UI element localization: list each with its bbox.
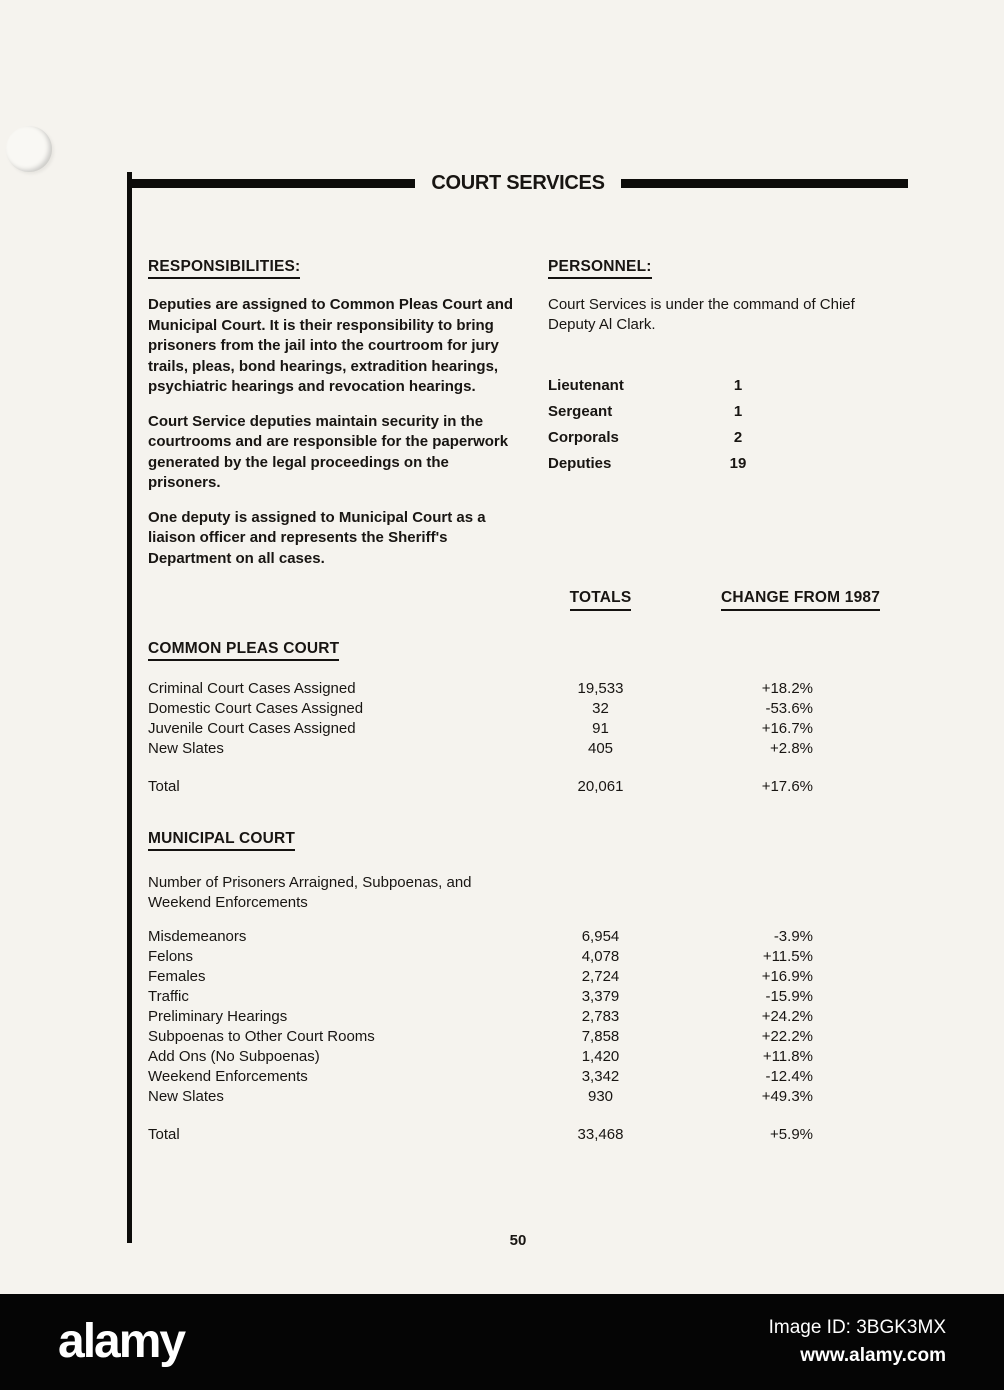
stat-change: -3.9%: [773, 928, 813, 945]
change-column: [693, 588, 908, 611]
stat-row: [148, 739, 908, 759]
stat-total: 3,342: [581, 1068, 620, 1085]
stat-total: 4,078: [581, 948, 620, 965]
stat-change: +16.7%: [761, 720, 813, 737]
stat-total: 33,468: [577, 1126, 624, 1143]
stat-change: +24.2%: [761, 1008, 813, 1025]
stat-total: 32: [592, 700, 609, 717]
stat-label: Traffic: [148, 988, 189, 1005]
alamy-url-text: www.alamy.com: [800, 1345, 946, 1366]
personnel-rank: Sergeant: [548, 403, 613, 420]
header-rule-left: [128, 179, 415, 188]
stat-label: Total: [148, 778, 180, 795]
stat-label: Add Ons (No Subpoenas): [148, 1048, 320, 1065]
stat-change: +22.2%: [761, 1028, 813, 1045]
responsibilities-heading-text: RESPONSIBILITIES:: [148, 258, 300, 279]
left-border-rule: [127, 172, 132, 1243]
stat-label: Subpoenas to Other Court Rooms: [148, 1028, 375, 1045]
personnel-row: [548, 451, 908, 477]
responsibilities-paragraph: One deputy is assigned to Municipal Court as a liaison officer and represents the Sheriff's Department on all cases.: [148, 508, 486, 567]
change-column-header: CHANGE FROM 1987: [721, 588, 880, 611]
stat-change: -15.9%: [765, 988, 813, 1005]
municipal-heading-text: MUNICIPAL COURT: [148, 830, 295, 851]
responsibilities-section: [148, 250, 524, 583]
responsibilities-paragraph: Court Service deputies maintain security in the courtrooms and are responsible for the paperwork generated by the legal proceedings on the prisoners.: [148, 412, 509, 491]
common-pleas-heading-text: COMMON PLEAS COURT: [148, 640, 339, 661]
stat-change: +5.9%: [770, 1126, 813, 1143]
stat-change: -12.4%: [765, 1068, 813, 1085]
stat-label: Weekend Enforcements: [148, 1068, 308, 1085]
personnel-row: [548, 373, 908, 399]
stat-total: 2,724: [581, 968, 620, 985]
stat-total: 3,379: [581, 988, 620, 1005]
stat-change: +17.6%: [761, 778, 813, 795]
stat-row: [148, 967, 908, 987]
stat-row: [148, 987, 908, 1007]
stat-label: New Slates: [148, 1088, 224, 1105]
stat-total: 91: [592, 720, 609, 737]
stat-label: New Slates: [148, 740, 224, 757]
stat-row: [148, 679, 908, 699]
stat-row: [148, 719, 908, 739]
responsibilities-paragraph: Deputies are assigned to Common Pleas Court and Municipal Court. It is their responsibility to bring prisoners from the jail into the courtroom for jury trails, pleas, bond hearings, extradition hearings, psychiatric hearings and revocation hearings.: [148, 296, 514, 395]
stat-label: Total: [148, 1126, 180, 1143]
personnel-count: 1: [733, 377, 743, 394]
personnel-count: 2: [733, 429, 743, 446]
personnel-row: [548, 399, 908, 425]
common-pleas-heading: [148, 633, 908, 661]
stat-total: 20,061: [577, 778, 624, 795]
intro-columns: [148, 250, 908, 583]
personnel-row: [548, 425, 908, 451]
municipal-note: Number of Prisoners Arraigned, Subpoenas, and Weekend Enforcements: [148, 874, 472, 911]
stats-column-headers: [148, 588, 908, 611]
hole-punch: [6, 126, 52, 172]
stat-change: -53.6%: [765, 700, 813, 717]
stat-label: Domestic Court Cases Assigned: [148, 700, 364, 717]
personnel-intro: Court Services is under the command of Chief Deputy Al Clark.: [548, 296, 855, 333]
personnel-count: 1: [733, 403, 743, 420]
header-rule-right: [621, 179, 908, 188]
page-title: COURT SERVICES: [431, 172, 605, 194]
stat-total: 19,533: [577, 680, 624, 697]
stat-change: +11.8%: [762, 1048, 813, 1065]
stat-total: 405: [587, 740, 614, 757]
personnel-rank: Lieutenant: [548, 377, 624, 394]
statistics-section: [148, 588, 908, 1145]
totals-column: [508, 588, 693, 611]
stat-total: 6,954: [581, 928, 620, 945]
stat-row: [148, 947, 908, 967]
totals-column-header: TOTALS: [570, 588, 632, 611]
watermark-info: [769, 1314, 946, 1369]
stat-row: [148, 927, 908, 947]
stat-row: [148, 1087, 908, 1107]
personnel-heading: [548, 250, 908, 279]
stat-change: +16.9%: [761, 968, 813, 985]
stat-label: Juvenile Court Cases Assigned: [148, 720, 356, 737]
stat-change: +49.3%: [761, 1088, 813, 1105]
page-header: [128, 172, 908, 195]
stat-change: +11.5%: [762, 948, 813, 965]
stat-change: +2.8%: [770, 740, 813, 757]
personnel-section: [548, 250, 908, 583]
municipal-rows: [148, 927, 908, 1107]
stat-label: Misdemeanors: [148, 928, 247, 945]
image-id-text: Image ID: 3BGK3MX: [768, 1317, 946, 1339]
stat-row: [148, 1027, 908, 1047]
common-pleas-rows: [148, 679, 908, 759]
personnel-rank: Deputies: [548, 455, 612, 472]
personnel-count: 19: [729, 455, 747, 472]
stat-label: Females: [148, 968, 206, 985]
municipal-heading: [148, 823, 908, 851]
watermark-bar: [0, 1294, 1004, 1390]
personnel-table: [548, 373, 908, 477]
stat-row: [148, 1067, 908, 1087]
stat-row: [148, 699, 908, 719]
personnel-heading-text: PERSONNEL:: [548, 258, 652, 279]
stat-total: 2,783: [581, 1008, 620, 1025]
stat-total: 1,420: [581, 1048, 620, 1065]
stat-label: Criminal Court Cases Assigned: [148, 680, 356, 697]
common-pleas-total-row: [148, 777, 908, 797]
municipal-total-row: [148, 1125, 908, 1145]
responsibilities-heading: [148, 250, 524, 279]
personnel-rank: Corporals: [548, 429, 619, 446]
stat-row: [148, 1047, 908, 1067]
stat-row: [148, 1007, 908, 1027]
stat-total: 7,858: [581, 1028, 620, 1045]
stat-label: Preliminary Hearings: [148, 1008, 288, 1025]
stat-label: Felons: [148, 948, 194, 965]
page-number: 50: [509, 1232, 527, 1249]
alamy-logo: alamy: [58, 1315, 185, 1368]
stat-change: +18.2%: [761, 680, 813, 697]
stat-total: 930: [587, 1088, 614, 1105]
